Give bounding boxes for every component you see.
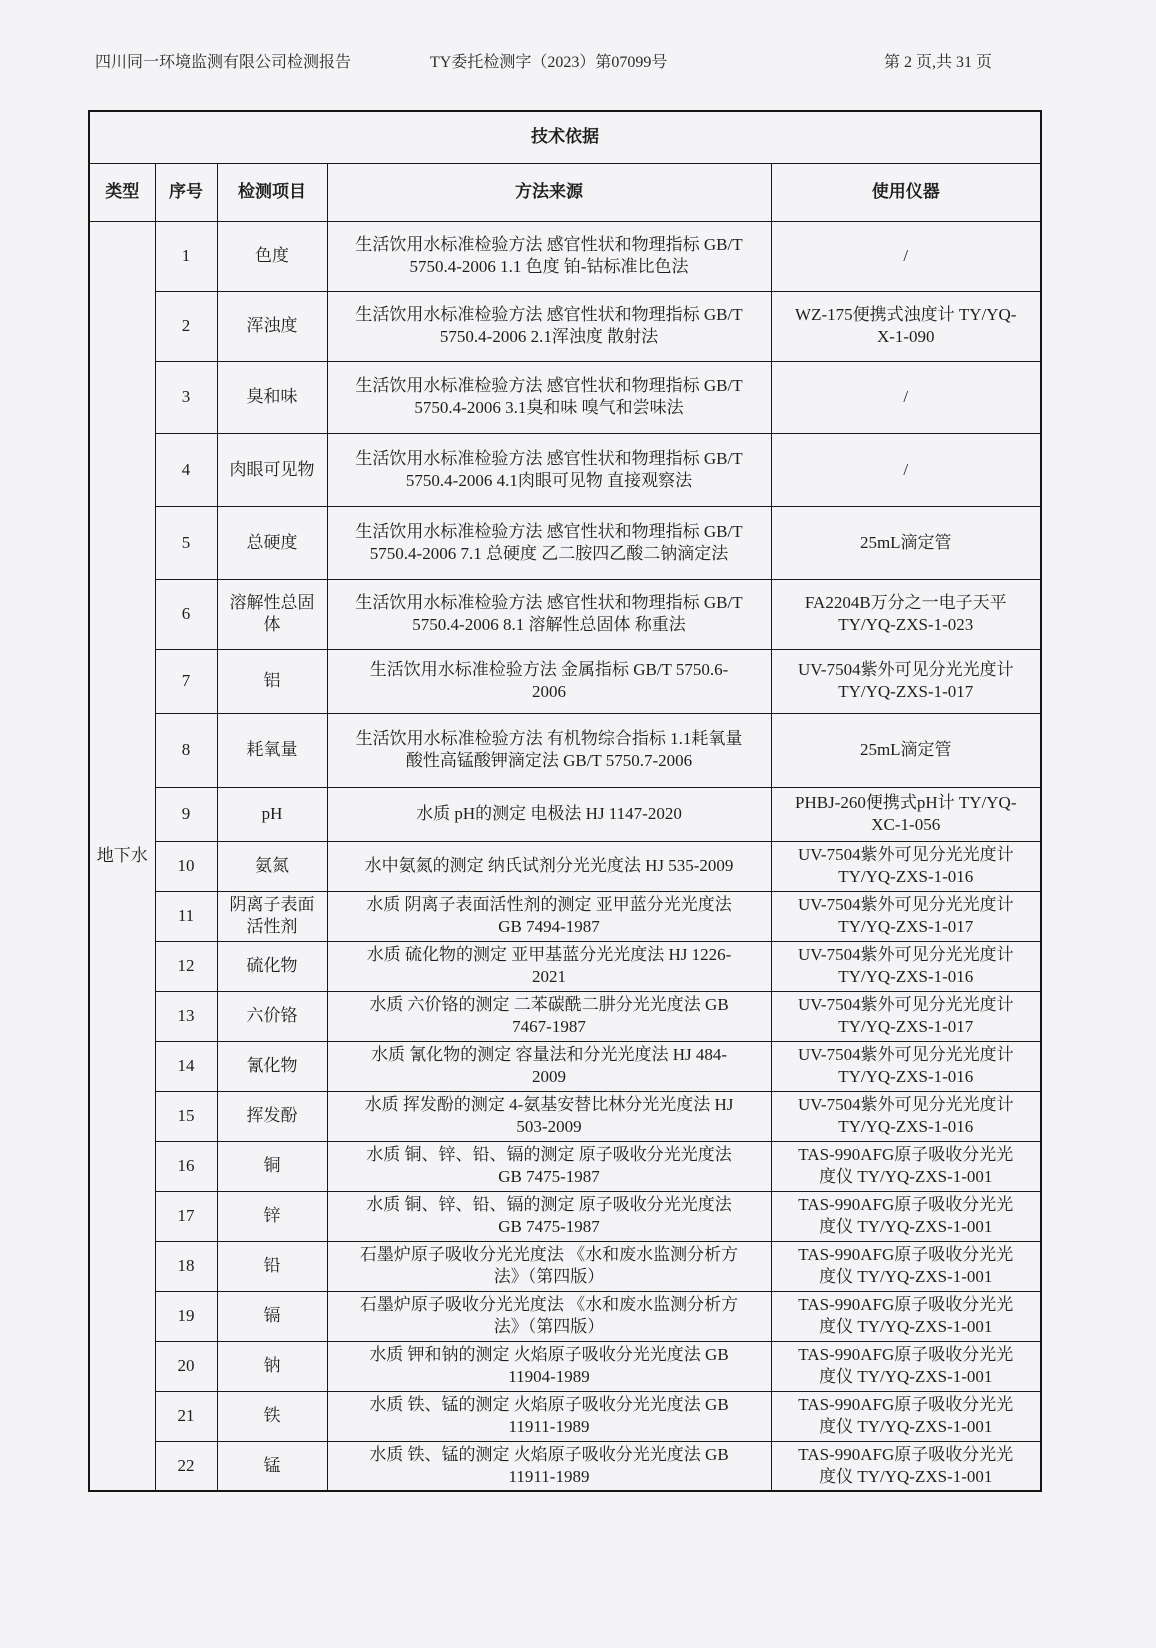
- row-number: 7: [155, 649, 217, 713]
- test-item-line: 镉: [263, 1306, 281, 1325]
- test-item-line: 体: [263, 615, 281, 634]
- method-source-line: 生活饮用水标准检验方法 感官性状和物理指标 GB/T: [355, 521, 743, 541]
- row-number: 22: [155, 1441, 217, 1491]
- method-source-line: GB 7475-1987: [498, 1217, 600, 1236]
- method-source: [327, 1091, 771, 1141]
- instrument-line: TY/YQ-ZXS-1-017: [838, 917, 974, 936]
- method-source-line: 5750.4-2006 8.1 溶解性总固体 称重法: [412, 615, 686, 634]
- instrument-line: TY/YQ-ZXS-1-023: [838, 615, 974, 634]
- instrument-line: 度仪 TY/YQ-ZXS-1-001: [819, 1417, 993, 1436]
- method-source-line: 5750.4-2006 1.1 色度 铂-钴标准比色法: [409, 257, 689, 276]
- row-number: 15: [155, 1091, 217, 1141]
- instrument-line: /: [903, 246, 909, 265]
- instrument-line: TAS-990AFG原子吸收分光光: [798, 1195, 1014, 1214]
- table-row: [89, 841, 1041, 891]
- test-item: [217, 1191, 327, 1241]
- instrument: [771, 941, 1041, 991]
- method-source-line: 石墨炉原子吸收分光光度法 《水和废水监测分析方: [359, 1245, 739, 1264]
- method-source-line: 2021: [532, 967, 566, 986]
- method-source-line: 水质 铁、锰的测定 火焰原子吸收分光光度法 GB: [369, 1444, 729, 1464]
- method-source-line: 生活饮用水标准检验方法 金属指标 GB/T 5750.6-: [369, 660, 729, 679]
- instrument-line: TAS-990AFG原子吸收分光光: [798, 1245, 1014, 1264]
- instrument-line: 25mL滴定管: [859, 532, 952, 552]
- method-source-line: 酸性高锰酸钾滴定法 GB/T 5750.7-2006: [405, 751, 693, 770]
- instrument-line: TY/YQ-ZXS-1-016: [838, 867, 974, 886]
- method-source-line: 法》（第四版）: [493, 1317, 605, 1336]
- test-item: [217, 891, 327, 941]
- test-item: [217, 991, 327, 1041]
- instrument-line: FA2204B万分之一电子天平: [804, 593, 1007, 612]
- row-number: 3: [155, 361, 217, 433]
- row-number: 19: [155, 1291, 217, 1341]
- instrument-line: 度仪 TY/YQ-ZXS-1-001: [819, 1367, 993, 1386]
- method-source-line: 水质 六价铬的测定 二苯碳酰二肼分光光度法 GB: [369, 995, 729, 1014]
- sample-type-cell: 地下水: [89, 221, 155, 1491]
- table-row: [89, 291, 1041, 361]
- test-item-line: 耗氧量: [246, 740, 298, 759]
- test-item-line: 阴离子表面: [229, 895, 315, 914]
- method-source-line: 2009: [532, 1067, 566, 1086]
- test-item: [217, 1391, 327, 1441]
- method-source-line: 水质 钾和钠的测定 火焰原子吸收分光光度法 GB: [369, 1345, 729, 1364]
- method-source-line: 水质 铜、锌、铅、镉的测定 原子吸收分光光度法: [366, 1195, 732, 1214]
- instrument-line: 度仪 TY/YQ-ZXS-1-001: [819, 1466, 993, 1486]
- test-item: [217, 291, 327, 361]
- test-item: [217, 841, 327, 891]
- method-source-line: 水质 阴离子表面活性剂的测定 亚甲蓝分光光度法: [366, 895, 732, 914]
- method-source-line: 5750.4-2006 2.1浑浊度 散射法: [439, 327, 659, 346]
- row-number: 11: [155, 891, 217, 941]
- method-source-line: 5750.4-2006 4.1肉眼可见物 直接观察法: [405, 470, 693, 490]
- instrument: [771, 1191, 1041, 1241]
- row-number: 9: [155, 787, 217, 841]
- table-row: [89, 713, 1041, 787]
- method-source-line: GB 7475-1987: [498, 1167, 600, 1186]
- method-source: [327, 361, 771, 433]
- instrument: [771, 787, 1041, 841]
- technical-basis-table: [88, 110, 1042, 1492]
- method-source-line: 5750.4-2006 7.1 总硬度 乙二胺四乙酸二钠滴定法: [369, 543, 729, 563]
- test-item-line: 铁: [263, 1406, 281, 1425]
- instrument: [771, 1041, 1041, 1091]
- company-report-title: 四川同一环境监测有限公司检测报告: [95, 54, 352, 71]
- test-item: [217, 1091, 327, 1141]
- method-source: [327, 1391, 771, 1441]
- instrument: [771, 361, 1041, 433]
- instrument-line: 度仪 TY/YQ-ZXS-1-001: [819, 1317, 993, 1336]
- col-header-test-item: 检测项目: [217, 163, 327, 221]
- method-source: [327, 221, 771, 291]
- instrument-line: TY/YQ-ZXS-1-016: [838, 1117, 974, 1136]
- method-source-line: 11911-1989: [508, 1417, 590, 1436]
- method-source-line: 水质 铜、锌、铅、镉的测定 原子吸收分光光度法: [366, 1145, 732, 1164]
- instrument-line: /: [903, 387, 909, 406]
- test-item: [217, 1241, 327, 1291]
- row-number: 10: [155, 841, 217, 891]
- table-row: [89, 221, 1041, 291]
- table-row: [89, 991, 1041, 1041]
- instrument-line: UV-7504紫外可见分光光度计: [797, 660, 1014, 679]
- row-number: 14: [155, 1041, 217, 1091]
- method-source: [327, 941, 771, 991]
- row-number: 13: [155, 991, 217, 1041]
- test-item-line: 肉眼可见物: [229, 459, 315, 479]
- test-item-line: 挥发酚: [246, 1106, 298, 1125]
- method-source-line: 生活饮用水标准检验方法 感官性状和物理指标 GB/T: [355, 235, 743, 254]
- instrument-line: /: [903, 459, 909, 479]
- test-item-line: 浑浊度: [246, 316, 298, 335]
- table-row: [89, 1291, 1041, 1341]
- method-source: [327, 433, 771, 506]
- row-number: 18: [155, 1241, 217, 1291]
- test-item: [217, 787, 327, 841]
- test-item: [217, 1141, 327, 1191]
- instrument-line: 度仪 TY/YQ-ZXS-1-001: [819, 1217, 993, 1236]
- table-body: [89, 221, 1041, 1491]
- instrument: [771, 1091, 1041, 1141]
- method-source-line: 水质 挥发酚的测定 4-氨基安替比林分光光度法 HJ: [364, 1095, 734, 1114]
- method-source-line: 水质 pH的测定 电极法 HJ 1147-2020: [416, 804, 682, 823]
- instrument-line: 25mL滴定管: [859, 740, 952, 759]
- table-row: [89, 1041, 1041, 1091]
- test-item-line: 六价铬: [246, 1006, 298, 1025]
- instrument: [771, 506, 1041, 579]
- instrument: [771, 1241, 1041, 1291]
- instrument-line: XC-1-056: [871, 815, 941, 834]
- method-source-line: 水中氨氮的测定 纳氏试剂分光光度法 HJ 535-2009: [364, 856, 734, 875]
- method-source-line: 生活饮用水标准检验方法 感官性状和物理指标 GB/T: [355, 593, 743, 612]
- table-row: [89, 1191, 1041, 1241]
- table-row: [89, 891, 1041, 941]
- method-source: [327, 1041, 771, 1091]
- instrument: [771, 713, 1041, 787]
- method-source: [327, 1191, 771, 1241]
- instrument-line: TAS-990AFG原子吸收分光光: [798, 1145, 1014, 1164]
- method-source-line: 11911-1989: [508, 1466, 590, 1486]
- row-number: 1: [155, 221, 217, 291]
- method-source: [327, 1441, 771, 1491]
- method-source-line: 水质 硫化物的测定 亚甲基蓝分光光度法 HJ 1226-: [366, 945, 732, 964]
- method-source-line: 法》（第四版）: [493, 1267, 605, 1286]
- row-number: 17: [155, 1191, 217, 1241]
- test-item-line: pH: [261, 804, 283, 823]
- table-row: [89, 579, 1041, 649]
- method-source-line: 生活饮用水标准检验方法 感官性状和物理指标 GB/T: [355, 448, 743, 468]
- table-row: [89, 361, 1041, 433]
- instrument: [771, 841, 1041, 891]
- instrument: [771, 891, 1041, 941]
- test-item-line: 铅: [263, 1256, 281, 1275]
- test-item-line: 硫化物: [246, 956, 298, 975]
- test-item-line: 铝: [263, 671, 281, 690]
- table-row: [89, 1391, 1041, 1441]
- instrument-line: 度仪 TY/YQ-ZXS-1-001: [819, 1167, 993, 1186]
- test-item: [217, 713, 327, 787]
- instrument-line: TAS-990AFG原子吸收分光光: [798, 1295, 1014, 1314]
- method-source-line: 11904-1989: [508, 1367, 590, 1386]
- instrument: [771, 1391, 1041, 1441]
- table-row: [89, 1241, 1041, 1291]
- instrument: [771, 579, 1041, 649]
- method-source-line: 生活饮用水标准检验方法 感官性状和物理指标 GB/T: [355, 376, 743, 395]
- instrument-line: X-1-090: [876, 327, 935, 346]
- test-item-line: 溶解性总固: [229, 593, 315, 612]
- method-source: [327, 1141, 771, 1191]
- row-number: 4: [155, 433, 217, 506]
- test-item-line: 总硬度: [246, 532, 298, 552]
- method-source: [327, 1241, 771, 1291]
- instrument: [771, 1141, 1041, 1191]
- row-number: 12: [155, 941, 217, 991]
- table-row: [89, 787, 1041, 841]
- test-item-line: 氰化物: [246, 1056, 298, 1075]
- row-number: 20: [155, 1341, 217, 1391]
- table-row: [89, 1441, 1041, 1491]
- method-source: [327, 1291, 771, 1341]
- instrument-line: 度仪 TY/YQ-ZXS-1-001: [819, 1267, 993, 1286]
- row-number: 2: [155, 291, 217, 361]
- row-number: 21: [155, 1391, 217, 1441]
- method-source-line: 水质 铁、锰的测定 火焰原子吸收分光光度法 GB: [369, 1395, 729, 1414]
- instrument-line: TAS-990AFG原子吸收分光光: [798, 1444, 1014, 1464]
- method-source-line: 生活饮用水标准检验方法 感官性状和物理指标 GB/T: [355, 305, 743, 324]
- method-source: [327, 891, 771, 941]
- instrument-line: UV-7504紫外可见分光光度计: [797, 845, 1014, 864]
- table-row: [89, 1341, 1041, 1391]
- test-item-line: 锰: [263, 1455, 281, 1475]
- method-source-line: 503-2009: [516, 1117, 582, 1136]
- table-row: [89, 433, 1041, 506]
- instrument-line: PHBJ-260便携式pH计 TY/YQ-: [795, 793, 1017, 812]
- instrument-line: TY/YQ-ZXS-1-016: [838, 1067, 974, 1086]
- method-source-line: GB 7494-1987: [498, 917, 600, 936]
- test-item: [217, 579, 327, 649]
- instrument: [771, 221, 1041, 291]
- col-header-number: 序号: [155, 163, 217, 221]
- instrument: [771, 291, 1041, 361]
- instrument-line: TAS-990AFG原子吸收分光光: [798, 1345, 1014, 1364]
- method-source-line: 5750.4-2006 3.1臭和味 嗅气和尝味法: [414, 398, 684, 417]
- test-item: [217, 1041, 327, 1091]
- method-source-line: 石墨炉原子吸收分光光度法 《水和废水监测分析方: [359, 1295, 739, 1314]
- table-row: [89, 1091, 1041, 1141]
- row-number: 5: [155, 506, 217, 579]
- table-row: [89, 1141, 1041, 1191]
- test-item: [217, 941, 327, 991]
- instrument: [771, 649, 1041, 713]
- test-item: [217, 1341, 327, 1391]
- test-item-line: 色度: [255, 246, 289, 265]
- instrument-line: TY/YQ-ZXS-1-016: [838, 967, 974, 986]
- table-header-row: [89, 163, 1041, 221]
- instrument-line: UV-7504紫外可见分光光度计: [797, 1095, 1014, 1114]
- test-item-line: 铜: [263, 1156, 281, 1175]
- test-item: [217, 221, 327, 291]
- method-source: [327, 713, 771, 787]
- method-source: [327, 649, 771, 713]
- instrument: [771, 991, 1041, 1041]
- method-source-line: 2006: [532, 682, 566, 701]
- instrument: [771, 433, 1041, 506]
- report-number: TY委托检测字（2023）第07099号: [430, 54, 668, 71]
- instrument-line: UV-7504紫外可见分光光度计: [797, 945, 1014, 964]
- test-item: [217, 506, 327, 579]
- table-row: [89, 941, 1041, 991]
- instrument: [771, 1291, 1041, 1341]
- table-title-row: [89, 111, 1041, 163]
- instrument-line: UV-7504紫外可见分光光度计: [797, 995, 1014, 1014]
- table-row: [89, 649, 1041, 713]
- method-source-line: 7467-1987: [512, 1017, 586, 1036]
- page-indicator: 第 2 页,共 31 页: [884, 54, 993, 71]
- instrument: [771, 1441, 1041, 1491]
- test-item: [217, 1291, 327, 1341]
- test-item: [217, 361, 327, 433]
- method-source: [327, 841, 771, 891]
- instrument-line: UV-7504紫外可见分光光度计: [797, 1045, 1014, 1064]
- test-item-line: 氨氮: [255, 856, 289, 875]
- col-header-type: 类型: [89, 163, 155, 221]
- test-item: [217, 1441, 327, 1491]
- test-item: [217, 433, 327, 506]
- row-number: 8: [155, 713, 217, 787]
- row-number: 16: [155, 1141, 217, 1191]
- method-source: [327, 1341, 771, 1391]
- test-item: [217, 649, 327, 713]
- test-item-line: 臭和味: [246, 387, 298, 406]
- instrument: [771, 1341, 1041, 1391]
- col-header-method-source: 方法来源: [327, 163, 771, 221]
- test-item-line: 钠: [263, 1356, 281, 1375]
- method-source-line: 生活饮用水标准检验方法 有机物综合指标 1.1耗氧量: [355, 729, 743, 748]
- instrument-line: TY/YQ-ZXS-1-017: [838, 682, 974, 701]
- method-source: [327, 506, 771, 579]
- method-source-line: 水质 氰化物的测定 容量法和分光光度法 HJ 484-: [370, 1045, 728, 1064]
- test-item-line: 锌: [263, 1206, 281, 1225]
- method-source: [327, 291, 771, 361]
- row-number: 6: [155, 579, 217, 649]
- method-source: [327, 787, 771, 841]
- table-title: 技术依据: [89, 111, 1041, 163]
- test-item-line: 活性剂: [246, 917, 298, 936]
- col-header-instrument: 使用仪器: [771, 163, 1041, 221]
- instrument-line: TY/YQ-ZXS-1-017: [838, 1017, 974, 1036]
- method-source: [327, 579, 771, 649]
- method-source: [327, 991, 771, 1041]
- instrument-line: UV-7504紫外可见分光光度计: [797, 895, 1014, 914]
- table-row: [89, 506, 1041, 579]
- instrument-line: WZ-175便携式浊度计 TY/YQ-: [795, 305, 1017, 324]
- instrument-line: TAS-990AFG原子吸收分光光: [798, 1395, 1014, 1414]
